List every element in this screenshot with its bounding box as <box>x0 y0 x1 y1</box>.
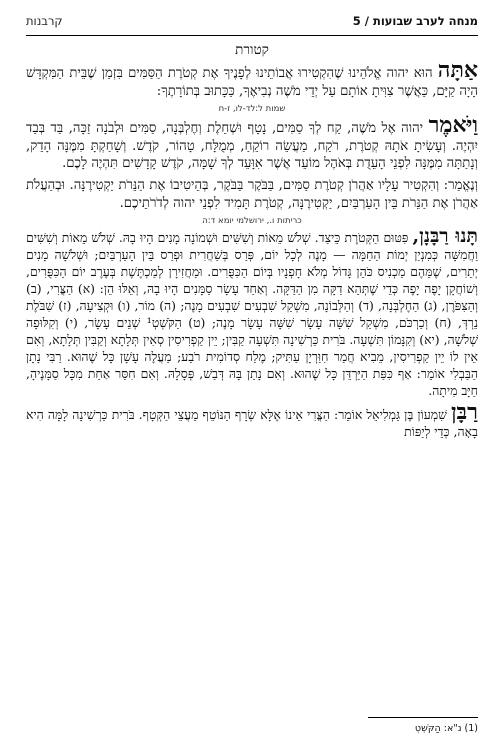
paragraph-vayomer-body: יהוה אֶל מֹשֶׁה, קַח לְךָ סַמִּים, נָטָף וּשְׁחֵלֶת וְחֶלְבְּנָה, סַמִּים וּלְבֹנָה זַכָּה, בַּד בְּבַד יִהְיֶה. וְעָשִׂיתָ אֹתָהּ קְטֹרֶת, רֹקַח, מַעֲשֵׂה רוֹקֵחַ, מְמֻלָּח, טָהוֹר, קֹדֶשׁ. וְשָׁחַקְתָּ מִמֶּנָּה הָדֵק, וְנָתַתָּה מִמֶּנָּה לִפְנֵי הָעֵדֻת בְּאֹהֶל מוֹעֵד אֲשֶׁר אִוָּעֵד לְךָ שָׁמָּה, קֹדֶשׁ קָדָשִׁים תִּהְיֶה לָכֶם. <box>26 121 478 172</box>
paragraph-ata-body: הוּא יהוה אֱלֹהֵינוּ שֶׁהִקְטִירוּ אֲבוֹתֵינוּ לְפָנֶיךָ אֶת קְטֹרֶת הַסַּמִּים בִּזְמַן שֶׁבֵּית הַמִּקְדָּשׁ הָיָה קַיָּם, כַּאֲשֶׁר צִוִּיתָ אוֹתָם עַל יְדֵי מֹשֶׁה נְבִיאֶךָ, כַּכָּתוּב בְּתוֹרָתֶךָ: <box>26 66 478 99</box>
paragraph-veneemar-body: וְנֶאֱמַר: וְהִקְטִיר עָלָיו אַהֲרֹן קְטֹרֶת סַמִּים, בַּבֹּקֶר בַּבֹּקֶר, בְּהֵיטִיבוֹ אֶת הַנֵּרֹת יַקְטִירֶנָּה. וּבְהַעֲלֹת אַהֲרֹן אֶת הַנֵּרֹת בֵּין הָעַרְבַּיִם, יַקְטִירֶנָּה, קְטֹרֶת תָּמִיד לִפְנֵי יהוה לְדֹרֹתֵיכֶם. <box>26 177 478 211</box>
header-rule <box>26 35 478 36</box>
paragraph-ata <box>26 57 478 100</box>
lead-word-vayomer: וַיֹּאמֶר <box>428 112 478 139</box>
paragraph-vayomer <box>26 112 478 173</box>
paragraph-raban <box>26 399 478 440</box>
citation-shemot: שמות ל:לד-לו, ז-ח <box>218 104 286 115</box>
lead-word-ata: אַתָּה <box>437 57 478 83</box>
footnote: (1) נ"א: הַקֹּשְׁטְ <box>414 723 478 734</box>
header-section: קרבנות <box>26 14 63 28</box>
paragraph-tanu-rabanan <box>26 225 478 399</box>
paragraph-raban-body: שִׁמְעוֹן בֶּן גַּמְלִיאֵל אוֹמֵר: הַצֳּרִי אֵינוֹ אֶלָּא שְׂרָף הַנּוֹטֵף מֵעֲצֵי הַקְּטָף. בֹּרִית כַּרְשִׁינָה לָמָּה הִיא בָאָה, כְּדֵי לְיַפּוֹת <box>26 407 478 440</box>
lead-word-tanu-rabanan: תָּנוּ רַבָּנָן, <box>412 225 478 248</box>
footnote-rule <box>368 717 478 718</box>
section-title: קטורת <box>235 42 269 58</box>
citation-kritot: כריתות ו., ירושלמי יומא ד:ה <box>202 216 302 227</box>
lead-word-raban: רַבָּן <box>450 399 478 426</box>
paragraph-veneemar <box>26 177 478 212</box>
page <box>26 14 478 736</box>
running-header <box>26 14 478 32</box>
header-title: מנחה לערב שבועות / 5 <box>352 14 478 28</box>
paragraph-tanu-rabanan-body: פִּטּוּם הַקְּטֹרֶת כֵּיצַד. שְׁלֹשׁ מֵאוֹת וְשִׁשִּׁים וּשְׁמוֹנָה מָנִים הָיוּ בָהּ. שְׁלֹשׁ מֵאוֹת וְשִׁשִּׁים וַחֲמִשָּׁה כְּמִנְיַן יְמוֹת הַחַמָּה — מָנֶה לְכָל יוֹם, פְּרַס בְּשַׁחֲרִית וּפְרַס בֵּין הָעַרְבַּיִם; וּשְׁלֹשָׁה מָנִים יְתֵרִים, שֶׁמֵּהֶם מַכְנִיס כֹּהֵן גָּדוֹל מְלֹא חָפְנָיו בְּיוֹם הַכִּפֻּרִים. וּמַחֲזִירָן לְמַכְתֶּשֶׁת בְּעֶרֶב יוֹם הַכִּפֻּרִים, וְשׁוֹחֲקָן יָפֶה יָפֶה כְּדֵי שֶׁתְּהֵא דַקָּה מִן הַדַּקָּה. וְאַחַד עָשָׂר סַמָּנִים הָיוּ בָהּ, וְאֵלּוּ הֵן: (א) הַצֳּרִי, (ב) וְהַצִּפֹּרֶן, (ג) הַחֶלְבְּנָה, (ד) וְהַלְּבוֹנָה, מִשְׁקַל שִׁבְעִים שִׁבְעִים מָנֶה; (ה) מוֹר, (ו) וּקְצִיעָה, (ז) שִׁבֹּלֶת נֵרְדְּ, (ח) וְכַרְכֹּם, מִשְׁקַל שִׁשָּׁה עָשָׂר שִׁשָּׁה עָשָׂר מָנֶה; (ט) הַקֹּשְׁטְ¹ שְׁנֵים עָשָׂר, (י) וְקִלּוּפָה שְׁלֹשָׁה, (יא) וְקִנָּמוֹן תִּשְׁעָה. בֹּרִית כַּרְשִׁינָה תִּשְׁעָה קַבִּין; יֵין קַפְרִיסִין סְאִין תְּלָתָא וְקַבִּין תְּלָתָא, וְאִם אֵין לוֹ יֵין קַפְרִיסִין, מֵבִיא חֲמַר חִוַּרְיָן עַתִּיק; מֶלַח סְדוֹמִית רֹבַע; מַעֲלֶה עָשָׁן כָּל שֶׁהוּא. רַבִּי נָתָן הַבַּבְלִי אוֹמֵר: אַף כִּפַּת הַיַּרְדֵּן כָּל שֶׁהוּא. וְאִם נָתַן בָּהּ דְּבַשׁ, פְּסָלָהּ. וְאִם חִסַּר אַחַת מִכָּל סַמָּנֶיהָ, חַיָּב מִיתָה. <box>26 230 478 399</box>
